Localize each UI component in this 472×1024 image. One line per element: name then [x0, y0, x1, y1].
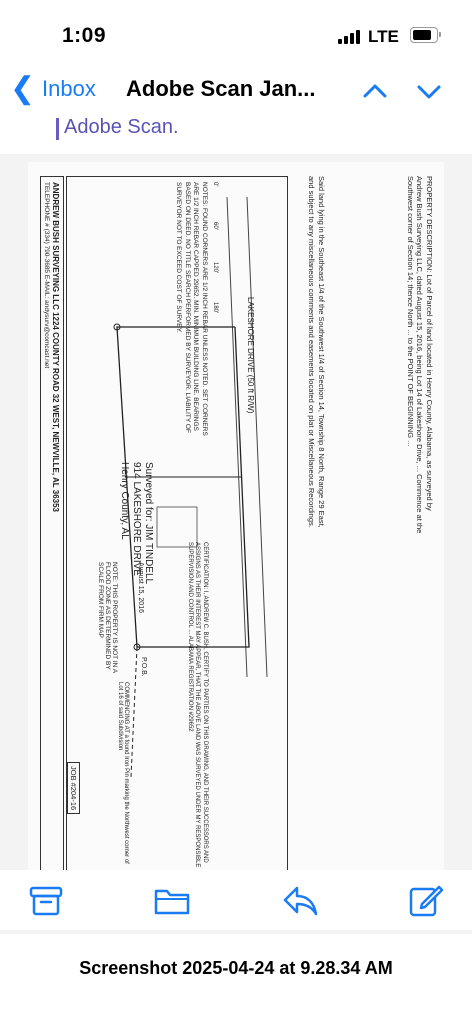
battery-tip [439, 32, 441, 37]
road-label: LAKESHORE DRIVE (50 ft R/W) [246, 297, 255, 414]
job-number: JOB #204-16 [67, 762, 80, 814]
nav-bar [0, 68, 472, 114]
property-county: Henry County, AL [119, 462, 130, 540]
folder-icon[interactable] [152, 880, 192, 920]
flood-note: NOTE: THIS PROPERTY IS NOT IN A FLOOD ZONE AS DETERMINED BY SCALE FROM FIRM MAP [97, 562, 118, 673]
scale-60: 60' [212, 222, 218, 230]
screenshot-caption: Screenshot 2025-04-24 at 9.28.34 AM [79, 958, 393, 978]
chevron-up-icon[interactable] [362, 78, 388, 104]
certification-text: CERTIFICATION: I, ANDREW C. BUSH, CERTIFY TO PARTIES ON THIS DRAWING, AND THEIR SUCCESSORS AND ASSIGNS AS THEIR INTEREST MAY APPEAR, THAT THE ABOVE LAND WAS SURVEYED UNDER MY RESPONSIBLE SUPERVISION AND CONTROL ... ALABAMA REGISTRATION #29652 [187, 542, 208, 868]
survey-date: August 15, 2016 [137, 562, 144, 613]
brand-text: Adobe Scan. [64, 116, 179, 138]
battery-icon [410, 27, 438, 43]
message-body[interactable] [0, 114, 472, 946]
surveyed-for: Surveyed for: JIM TINDELL [143, 462, 154, 585]
chevron-down-icon[interactable] [416, 78, 442, 104]
scale-120: 120' [212, 262, 218, 274]
pob-label: P.O.B. [140, 657, 147, 677]
clock: 1:09 [62, 24, 107, 47]
legal-description: PROPERTY DESCRIPTION: Lot of Parcel of land located in Henry County, Alabama, as surveyed by Andrew Bush Surveying LLC, dated August 15, 2016, being Lot 14 of Lakeshore Drive, ... Commence at the Southwest corner of Section 14; thence North ... to the POINT OF BEGINNING ... [406, 176, 434, 534]
contact-line: TELEPHONE # (334) 790-3685 E-MAIL: andysurv@comcast.net [43, 182, 50, 369]
property-address: 914 LAKESHORE DRIVE [131, 462, 142, 576]
network-label: LTE [368, 27, 399, 46]
compose-icon[interactable] [406, 880, 446, 920]
company-line: ANDREW BUSH SURVEYING LLC 1224 COUNTY ROAD 32 WEST, NEWVILLE, AL 36353 [51, 182, 60, 512]
archive-icon[interactable] [26, 880, 66, 920]
brand-bar [56, 118, 59, 140]
commencing-label: COMMENCING AT a found Iron Pin marking the Northwest corner of Lot 16 of said Subdivision [117, 682, 129, 864]
scale-0: 0' [212, 182, 218, 187]
reply-icon[interactable] [280, 880, 320, 920]
scale-180: 180' [212, 302, 218, 314]
brand-strip [0, 114, 472, 154]
back-chevron-icon[interactable]: ❮ [10, 72, 36, 105]
bottom-toolbar [0, 870, 472, 930]
legal-description-footer: Said land lying in the Southeast 1/4 of the Southwest 1/4 of Section 14, Township 8 North, Range 29 East, and subject to any miscellaneous comments and easements located on plat or Miscellaneous Recordings. [307, 176, 326, 528]
back-button[interactable]: Inbox [42, 76, 96, 101]
caption-bar [0, 934, 472, 1024]
rotated-plat [28, 162, 444, 912]
scanned-survey-plat [28, 162, 444, 912]
surveyed-for-block [118, 462, 154, 584]
status-bar [0, 0, 472, 68]
signal-icon [338, 30, 360, 44]
message-subject: Adobe Scan Jan... [126, 76, 316, 101]
plat-notes: NOTES: FOUND CORNERS ARE 1/2 INCH REBAR UNLESS NOTED. SET CORNERS ARE 1/2 INCH REBAR CAPPED 29652. MIN. MINIMUM BUILDING LINE. BEARINGS BASED ON DEED. NO TITLE SEARCH PERFORMED BY SURVEYOR. LIABILITY OF SURVEYOR NOT TO EXCEED COST OF SURVEY. [175, 182, 208, 436]
